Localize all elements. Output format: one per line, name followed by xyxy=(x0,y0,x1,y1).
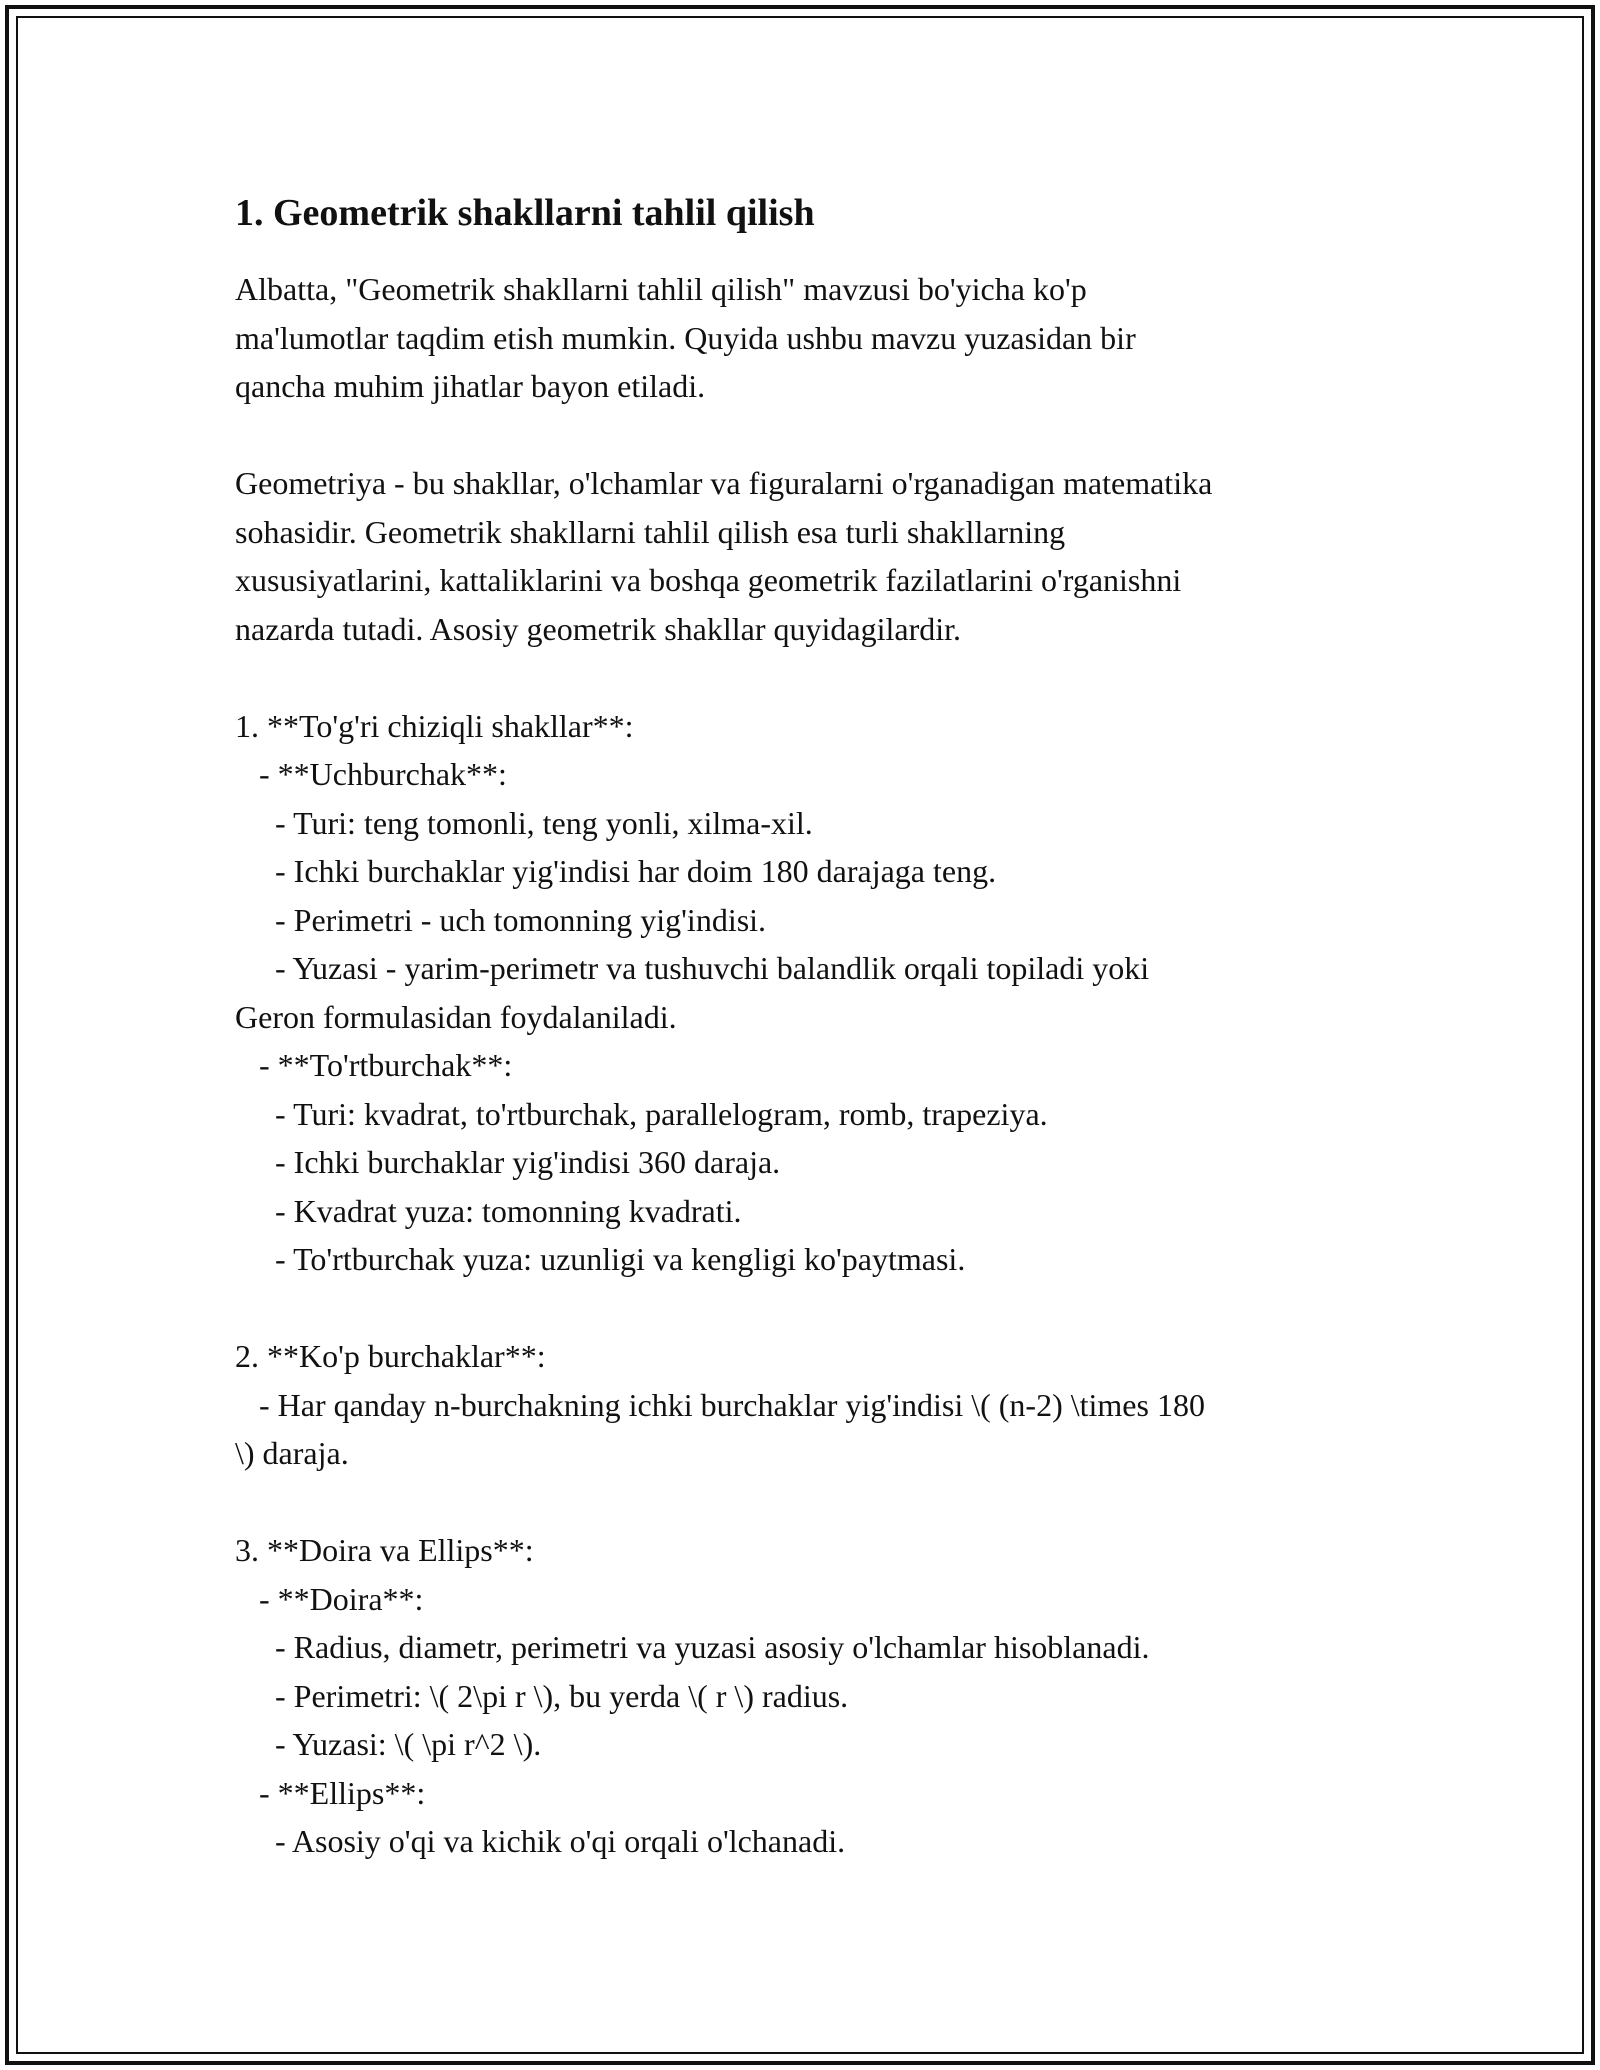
paragraph-gap xyxy=(235,653,1375,702)
paragraph-gap xyxy=(235,1284,1375,1333)
paragraph-gap xyxy=(235,1478,1375,1527)
section-circle-ellipse: 3. **Doira va Ellips**: - **Doira**: - Radius, diametr, perimetri va yuzasi asosiy o'lchamlar hisoblanadi. - Perimetri: \( 2\pi r \), bu yerda \( r \) radius. - Yuzasi: \( \pi r^2 \). - **Ellips**: - Asosiy o'qi va kichik o'qi orqali o'lchanadi. xyxy=(235,1532,1150,1859)
paragraph-gap xyxy=(235,411,1375,460)
document-title: 1. Geometrik shakllarni tahlil qilish xyxy=(235,192,815,234)
section-polygons: 2. **Ko'p burchaklar**: - Har qanday n-burchakning ichki burchaklar yig'indisi \( (n-2) \times 180 \) daraja. xyxy=(235,1338,1205,1471)
intro-paragraph: Albatta, "Geometrik shakllarni tahlil qilish" mavzusi bo'yicha ko'p ma'lumotlar taqdim etish mumkin. Quyida ushbu mavzu yuzasidan bir qancha muhim jihatlar bayon etiladi. xyxy=(235,271,1136,404)
definition-paragraph: Geometriya - bu shakllar, o'lchamlar va figuralarni o'rganadigan matematika sohasidir. Geometrik shakllarni tahlil qilish esa turli shakllarning xususiyatlarini, kattaliklarini va boshqa geometrik fazilatlarini o'rganishni nazarda tutadi. Asosiy geometrik shakllar quyidagilardir. xyxy=(235,465,1213,647)
document-body xyxy=(235,188,1375,1866)
section-straight-shapes: 1. **To'g'ri chiziqli shakllar**: - **Uchburchak**: - Turi: teng tomonli, teng yonli, xilma-xil. - Ichki burchaklar yig'indisi har doim 180 darajaga teng. - Perimetri - uch tomonning yig'indisi. - Yuzasi - yarim-perimetr va tushuvchi balandlik orqali topiladi yoki Geron formulasidan foydalaniladi. - **To'rtburchak**: - Turi: kvadrat, to'rtburchak, parallelogram, romb, trapeziya. - Ichki burchaklar yig'indisi 360 daraja. - Kvadrat yuza: tomonning kvadrati. - To'rtburchak yuza: uzunligi va kengligi ko'paytmasi. xyxy=(235,707,1150,1277)
